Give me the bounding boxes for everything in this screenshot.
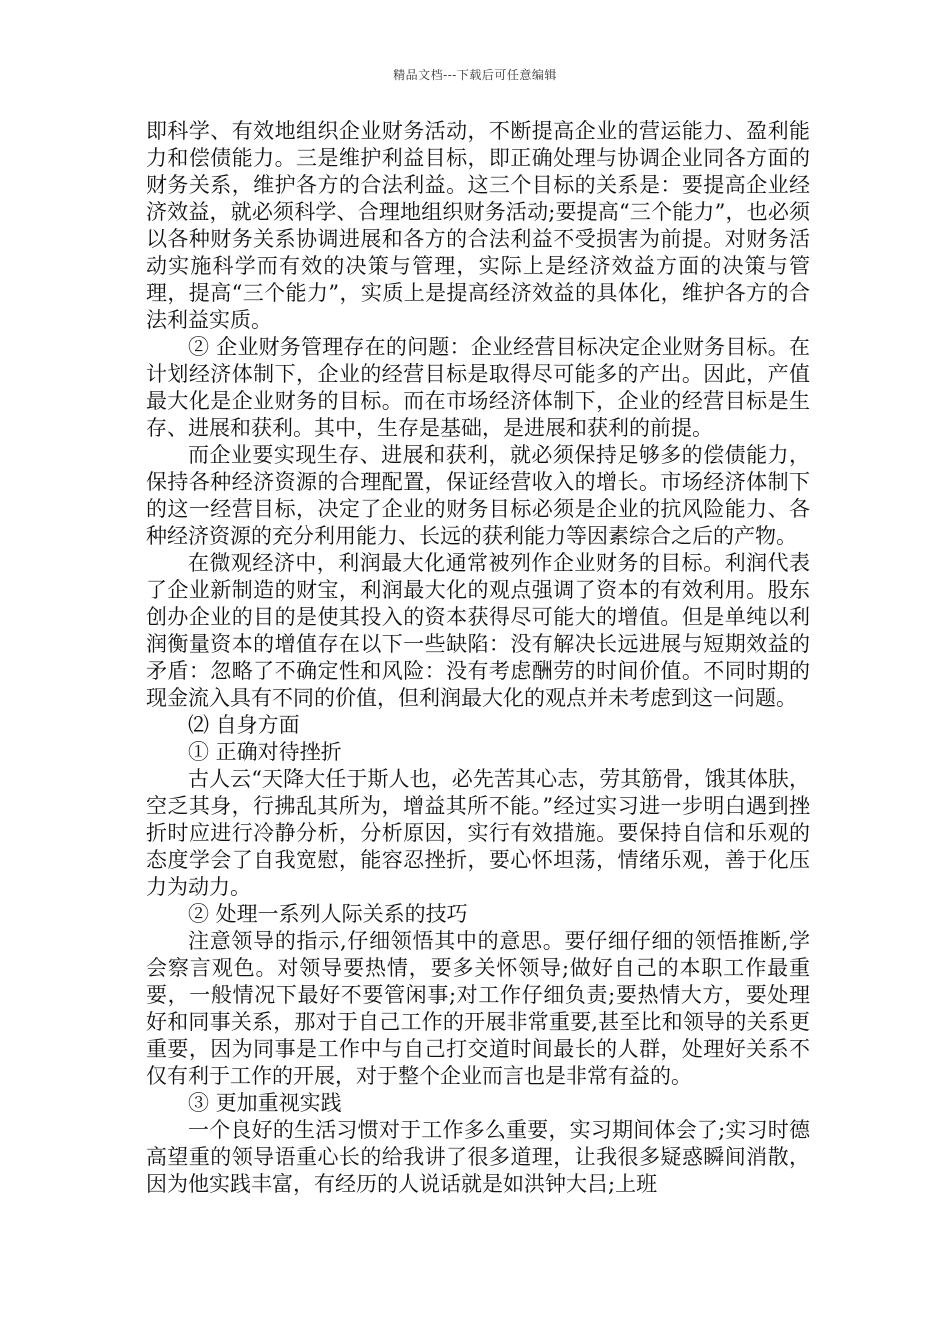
subheading-setbacks: ① 正确对待挫折 — [188, 740, 342, 764]
page-header: 精品文档---下载后可任意编辑 — [393, 68, 557, 82]
paragraph-4: 在微观经济中，利润最大化通常被列作企业财务的目标。利润代表了企业新制造的财宝，利润最大化的观点强调了资本的有效利用。股东创办企业的目的是使其投入的资本获得尽可能大的增值。但是单纯以利润衡量资本的增值存在以下一些缺陷：没有解决长远进展与短期效益的矛盾：忽略了不确定性和风险：没有考虑酬劳的时间价值。不同时期的现金流入具有不同的价值，但利润最大化的观点并未考虑到这一问题。 — [146, 551, 810, 710]
paragraph-1: 即科学、有效地组织企业财务活动，不断提高企业的营运能力、盈利能力和偿债能力。三是维护利益目标，即正确处理与协调企业同各方面的财务关系，维护各方的合法利益。这三个目标的关系是：要提高企业经济效益，就必须科学、合理地组织财务活动;要提高“三个能力”，也必须以各种财务关系协调进展和各方的合法利益不受损害为前提。对财务活动实施科学而有效的决策与管理，实际上是经济效益方面的决策与管理，提高“三个能力”，实质上是提高经济效益的具体化，维护各方的合法利益实质。 — [146, 119, 810, 332]
document-body — [146, 118, 810, 1198]
paragraph-2: ② 企业财务管理存在的问题：企业经营目标决定企业财务目标。在计划经济体制下，企业的经营目标是取得尽可能多的产出。因此，产值最大化是企业财务的目标。而在市场经济体制下，企业的经营目标是生存、进展和获利。其中，生存是基础，是进展和获利的前提。 — [146, 335, 810, 440]
paragraph-3: 而企业要实现生存、进展和获利，就必须保持足够多的偿债能力，保持各种经济资源的合理配置，保证经营收入的增长。市场经济体制下的这一经营目标，决定了企业的财务目标必须是企业的抗风险能力、各种经济资源的充分利用能力、长远的获利能力等因素综合之后的产物。 — [146, 443, 810, 548]
subheading-relationships: ② 处理一系列人际关系的技巧 — [188, 902, 468, 926]
paragraph-setbacks: 古人云“天降大任于斯人也，必先苦其心志，劳其筋骨，饿其体肤，空乏其身，行拂乱其所为，增益其所不能。”经过实习进一步明白遇到挫折时应进行冷静分析，分析原因，实行有效措施。要保持自信和乐观的态度学会了自我宽慰，能容忍挫折，要心怀坦荡，情绪乐观，善于化压力为动力。 — [146, 767, 810, 899]
paragraph-relationships: 注意领导的指示,仔细领悟其中的意思。要仔细仔细的领悟推断,学会察言观色。对领导要热情，要多关怀领导;做好自己的本职工作最重要，一般情况下最好不要管闲事;对工作仔细负责;要热情大方，要处理好和同事关系，那对于自己工作的开展非常重要,甚至比和领导的关系更重要，因为同事是工作中与自己打交道时间最长的人群，处理好关系不仅有利于工作的开展，对于整个企业而言也是非常有益的。 — [146, 929, 810, 1088]
paragraph-practice: 一个良好的生活习惯对于工作多么重要，实习期间体会了;实习时德高望重的领导语重心长的给我讲了很多道理，让我很多疑惑瞬间消散，因为他实践丰富，有经历的人说话就是如洪钟大吕;上班 — [146, 1118, 810, 1196]
subheading-practice: ③ 更加重视实践 — [188, 1091, 342, 1115]
section-heading-self: ⑵ 自身方面 — [188, 713, 300, 737]
